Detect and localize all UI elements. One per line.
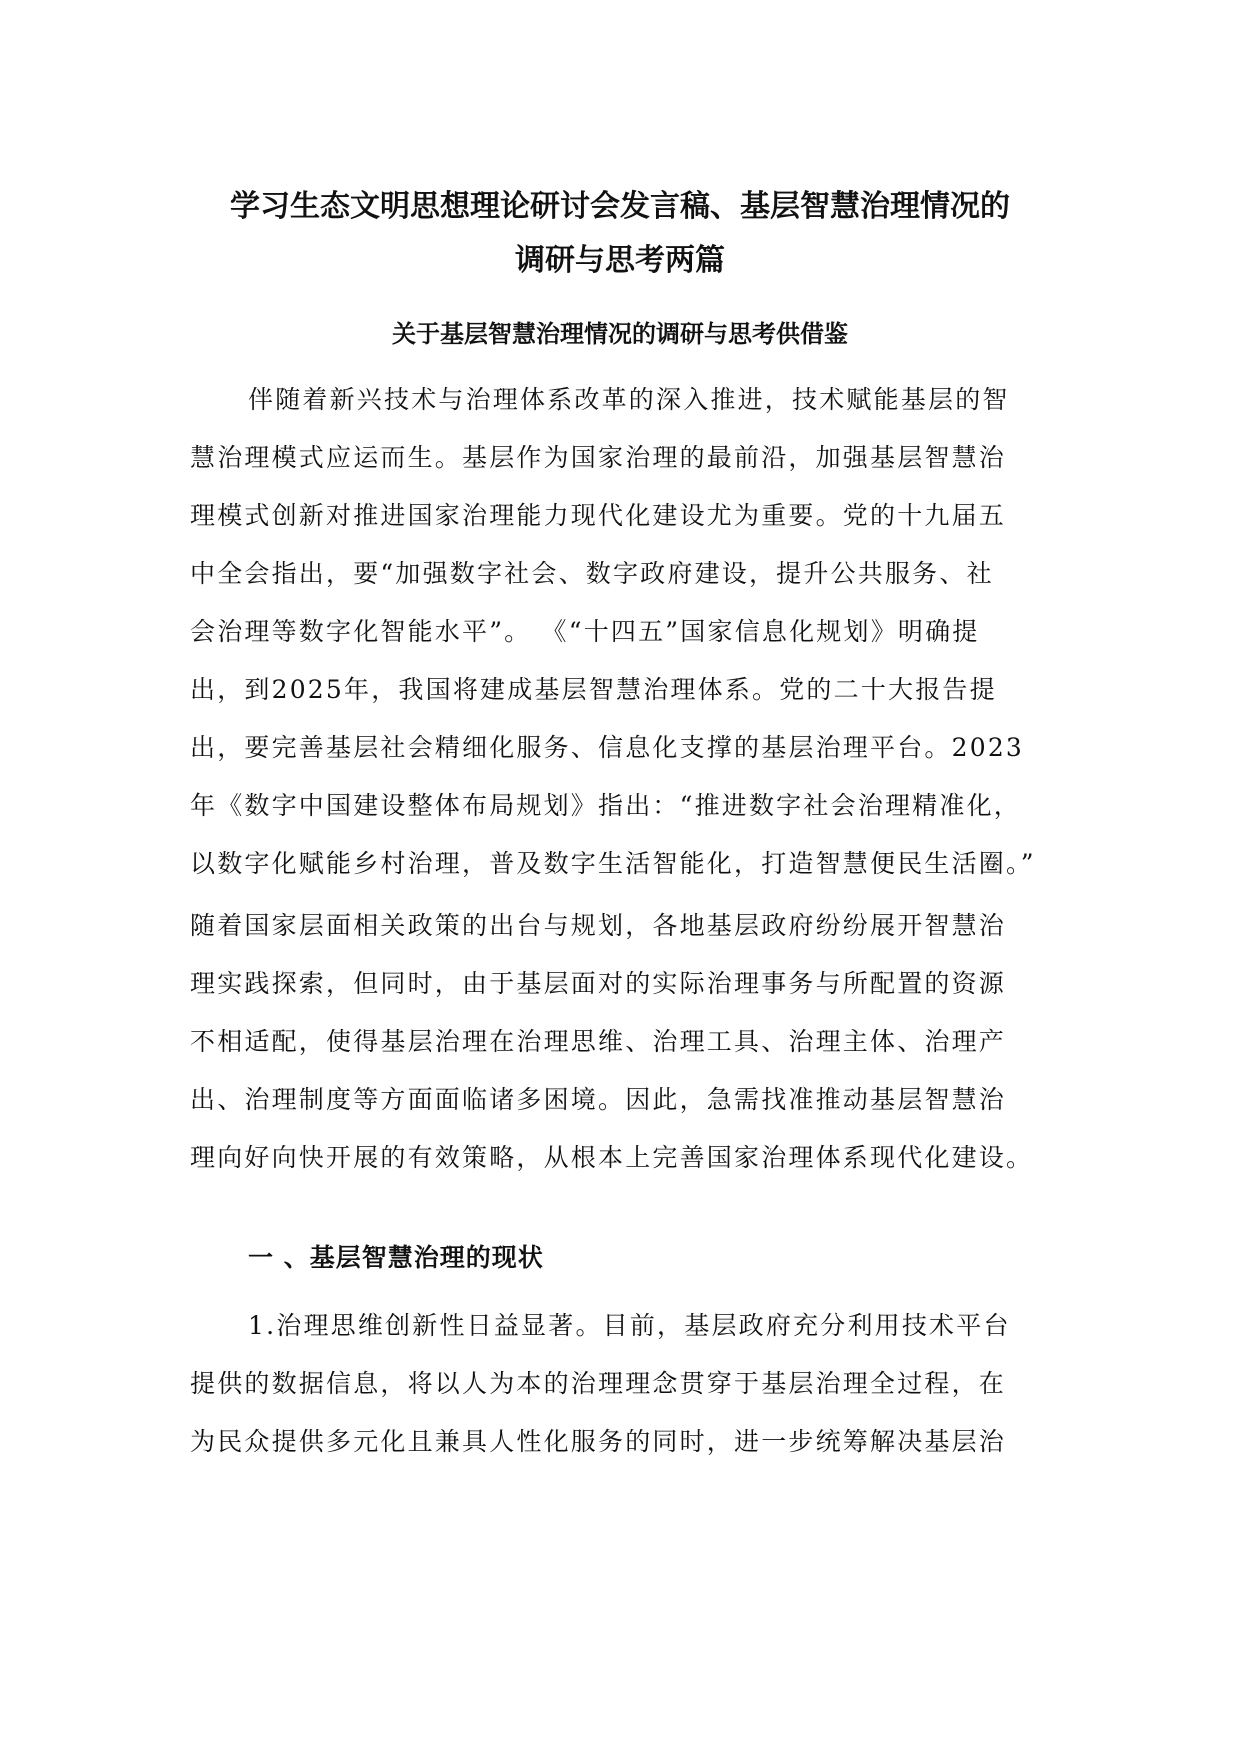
text-line: 1.治理思维创新性日益显著。目前，基层政府充分利用技术平台 <box>248 1311 1011 1340</box>
text-line: 随着国家层面相关政策的出台与规划，各地基层政府纷纷展开智慧治 <box>190 911 1007 940</box>
text-line: 提供的数据信息，将以人为本的治理理念贯穿于基层治理全过程，在 <box>190 1369 1007 1398</box>
title-line-2: 调研与思考两篇 <box>515 243 725 278</box>
text-line: 为民众提供多元化且兼具人性化服务的同时，进一步统筹解决基层治 <box>190 1427 1007 1456</box>
text-line: 出、治理制度等方面面临诸多困境。因此，急需找准推动基层智慧治 <box>190 1085 1007 1114</box>
text-line: 理向好向快开展的有效策略，从根本上完善国家治理体系现代化建设。 <box>190 1143 1034 1172</box>
text-line: 出，要完善基层社会精细化服务、信息化支撑的基层治理平台。2023 <box>190 733 1025 762</box>
text-line: 伴随着新兴技术与治理体系改革的深入推进，技术赋能基层的智 <box>248 385 1010 414</box>
section1-paragraph <box>190 1306 1090 1486</box>
text-line: 年《数字中国建设整体布局规划》指出：“推进数字社会治理精准化， <box>190 791 1021 820</box>
text-line: 理实践探索，但同时，由于基层面对的实际治理事务与所配置的资源 <box>190 969 1007 998</box>
text-line: 慧治理模式应运而生。基层作为国家治理的最前沿，加强基层智慧治 <box>190 443 1007 472</box>
section-heading: 一 、基层智慧治理的现状 <box>248 1243 544 1272</box>
document-subtitle: 关于基层智慧治理情况的调研与思考供借鉴 <box>392 320 848 348</box>
text-line: 不相适配，使得基层治理在治理思维、治理工具、治理主体、治理产 <box>190 1027 1007 1056</box>
text-line: 理模式创新对推进国家治理能力现代化建设尤为重要。党的十九届五 <box>190 501 1007 530</box>
document-title <box>150 180 1090 288</box>
text-line: 以数字化赋能乡村治理，普及数字生活智能化，打造智慧便民生活圈。” <box>190 849 1036 878</box>
intro-paragraph <box>190 380 1090 1172</box>
text-line: 中全会指出，要“加强数字社会、数字政府建设，提升公共服务、社 <box>190 559 994 588</box>
text-line: 会治理等数字化智能水平”。 《“十四五”国家信息化规划》明确提 <box>190 617 980 646</box>
title-line-1: 学习生态文明思想理论研讨会发言稿、基层智慧治理情况的 <box>230 189 1010 224</box>
text-line: 出，到2025年，我国将建成基层智慧治理体系。党的二十大报告提 <box>190 675 997 704</box>
